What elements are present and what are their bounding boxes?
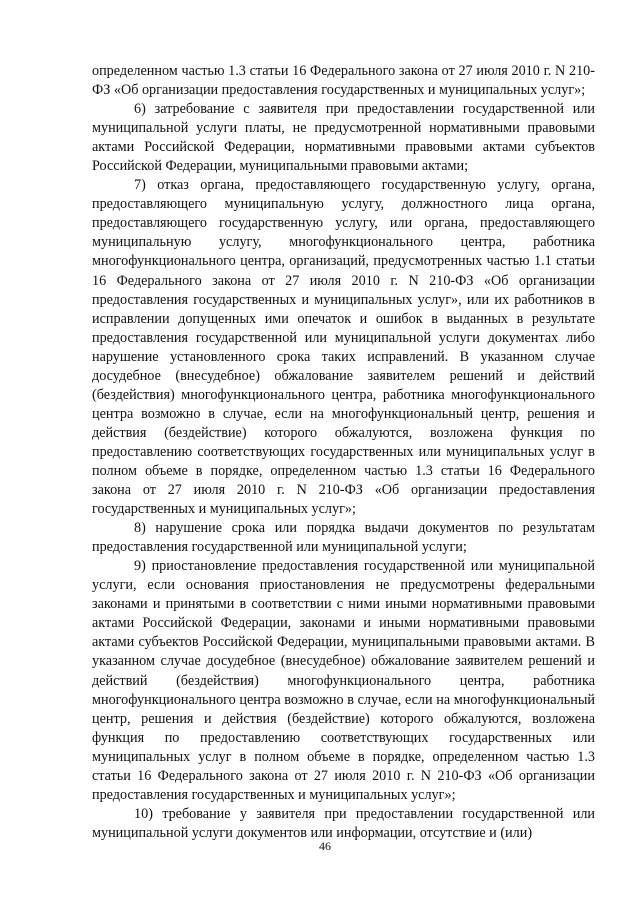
paragraph-item-9: 9) приостановление предоставления государственной или муниципальной услуги, если основания приостановления не предусмотрены федеральными законами и принятыми в соответствии с ними иными нормативными правовыми актами Российской Федерации, законами и иными нормативными правовыми актами субъектов Российской Федерации, муниципальными правовыми актами. В указанном случае досудебное (внесудебное) обжалование заявителем решений и действий (бездействия) многофункционального центра, работника многофункционального центра возможно в случае, если на многофункциональный центр, решения и действия (бездействие) которого обжалуются, возложена функция по предоставлению соответствующих государственных или муниципальных услуг в полном объеме в порядке, определенном частью 1.3 статьи 16 Федерального закона от 27 июля 2010 г. N 210-ФЗ «Об организации предоставления государственных и муниципальных услуг»; bbox=[92, 558, 595, 803]
document-page bbox=[92, 62, 595, 843]
paragraph-item-6: 6) затребование с заявителя при предоставлении государственной или муниципальной услуги платы, не предусмотренной нормативными правовыми актами Российской Федерации, нормативными правовыми актами субъектов Российской Федерации, муниципальными правовыми актами; bbox=[92, 101, 595, 175]
paragraph-continuation: определенном частью 1.3 статьи 16 Федерального закона от 27 июля 2010 г. N 210-ФЗ «Об организации предоставления государственных и муниципальных услуг»; bbox=[92, 63, 595, 99]
paragraph-item-10: 10) требование у заявителя при предоставлении государственной или муниципальной услуги документов или информации, отсутствие и (или) bbox=[92, 805, 595, 841]
paragraph-item-7: 7) отказ органа, предоставляющего государственную услугу, органа, предоставляющего муниципальную услугу, должностного лица органа, предоставляющего государственную услугу, или органа, предоставляющего муниципальную услугу, многофункционального центра, работника многофункционального центра, организаций, предусмотренных частью 1.1 статьи 16 Федерального закона от 27 июля 2010 г. N 210-ФЗ «Об организации предоставления государственных и муниципальных услуг», или их работников в исправлении допущенных ими опечаток и ошибок в выданных в результате предоставления государственной или муниципальной услуги документах либо нарушение установленного срока таких исправлений. В указанном случае досудебное (внесудебное) обжалование заявителем решений и действий (бездействия) многофункционального центра, работника многофункционального центра возможно в случае, если на многофункциональный центр, решения и действия (бездействие) которого обжалуются, возложена функция по предоставлению соответствующих государственных или муниципальных услуг в полном объеме в порядке, определенном частью 1.3 статьи 16 Федерального закона от 27 июля 2010 г. N 210-ФЗ «Об организации предоставления государственных и муниципальных услуг»; bbox=[92, 177, 595, 518]
paragraph-item-8: 8) нарушение срока или порядка выдачи документов по результатам предоставления государственной или муниципальной услуги; bbox=[92, 520, 595, 556]
page-number: 46 bbox=[319, 839, 331, 853]
